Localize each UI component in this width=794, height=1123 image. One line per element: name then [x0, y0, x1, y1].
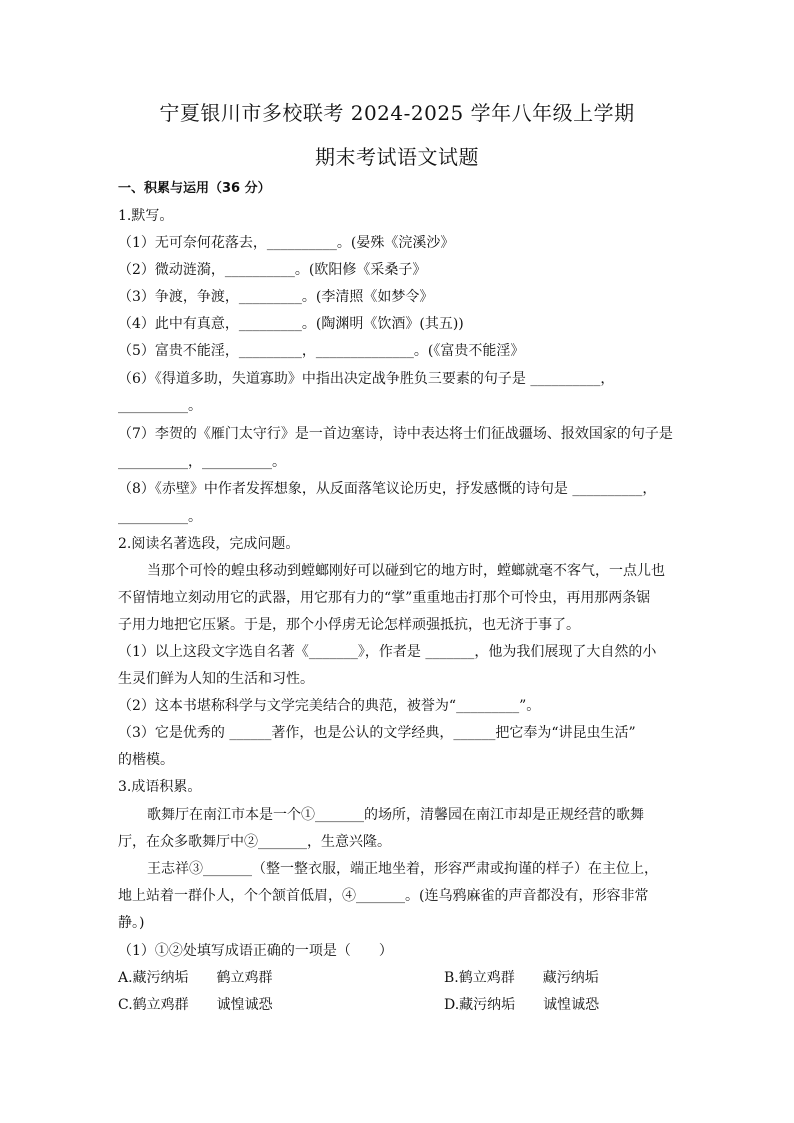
q1-item-8-cont: __________。	[118, 509, 202, 525]
q3-question-1: （1）①②处填写成语正确的一项是（ ）	[118, 943, 393, 959]
q3-option-c: C.鹤立鸡群 诚惶诚恐	[118, 997, 273, 1013]
q1-item-7: （7）李贺的《雁门太守行》是一首边塞诗，诗中表达将士们征战疆场、报效国家的句子是	[118, 426, 673, 442]
q3-option-a: A.藏污纳垢 鹤立鸡群	[118, 970, 273, 986]
q3-passage-line: 厅，在众多歌舞厅中②_______，生意兴隆。	[118, 834, 391, 850]
q1-stem: 1.默写。	[118, 208, 174, 224]
q2-passage-line: 子用力地把它压紧。于是，那个小俘虏无论怎样顽强抵抗，也无济于事了。	[118, 617, 580, 633]
q2-passage-line: 当那个可怜的蝗虫移动到螳螂刚好可以碰到它的地方时，螳螂就毫不客气，一点儿也	[147, 563, 665, 579]
q1-item-5: （5）富贵不能淫，_________，______________。(《富贵不能淫》	[118, 343, 525, 359]
q2-question-1-cont: 生灵们鲜为人知的生活和习性。	[118, 671, 314, 687]
exam-title-line1: 宁夏银川市多校联考 2024-2025 学年八年级上学期	[159, 101, 635, 125]
q2-question-3: （3）它是优秀的 ______著作，也是公认的文学经典，______把它奉为“讲昆虫生活”	[118, 725, 636, 741]
q1-item-6-cont: __________。	[118, 398, 202, 414]
q1-item-7-cont: __________，__________。	[118, 454, 286, 470]
q1-item-2: （2）微动涟漪，__________。(欧阳修《采桑子》	[118, 262, 427, 278]
exam-title-line2: 期末考试语文试题	[315, 145, 479, 169]
q1-item-1: （1）无可奈何花落去，__________。(晏殊《浣溪沙》	[118, 235, 455, 251]
q2-question-1: （1）以上这段文字选自名著《_______》，作者是 _______，他为我们展现了大自然的小	[118, 644, 657, 660]
q1-item-3: （3）争渡，争渡，_________。(李清照《如梦令》	[118, 289, 434, 305]
q2-passage-line: 不留情地立刻动用它的武器，用它那有力的“掌”重重地击打那个可怜虫，再用那两条锯	[118, 590, 651, 606]
q3-passage-line: 地上站着一群仆人，个个颔首低眉，④_______。(连乌鸦麻雀的声音都没有，形容非常	[118, 888, 649, 904]
q3-option-b: B.鹤立鸡群 藏污纳垢	[444, 970, 599, 986]
q3-passage-line: 王志祥③_______（整一整衣服，端正地坐着，形容严肃或拘谨的样子）在主位上，	[147, 861, 658, 877]
q2-question-3-cont: 的楷模。	[118, 752, 174, 768]
q2-stem: 2.阅读名著选段，完成问题。	[118, 536, 300, 552]
q3-passage-line: 静。)	[118, 915, 145, 931]
q1-item-6: （6）《得道多助，失道寡助》中指出决定战争胜负三要素的句子是 __________，	[118, 371, 615, 387]
q3-option-d: D.藏污纳垢 诚惶诚恐	[444, 997, 600, 1013]
q1-item-8: （8）《赤壁》中作者发挥想象，从反面落笔议论历史，抒发感慨的诗句是 __________，	[118, 481, 657, 497]
q1-item-4: （4）此中有真意，_________。(陶渊明《饮酒》(其五))	[118, 316, 464, 332]
q3-passage-line: 歌舞厅在南江市本是一个①_______的场所，清馨园在南江市却是正规经营的歌舞	[147, 807, 644, 823]
q2-question-2: （2）这本书堪称科学与文学完美结合的典范，被誉为“_________”。	[118, 698, 541, 714]
section1-heading: 一、积累与运用（36 分）	[118, 181, 271, 196]
q3-stem: 3.成语积累。	[118, 779, 202, 795]
